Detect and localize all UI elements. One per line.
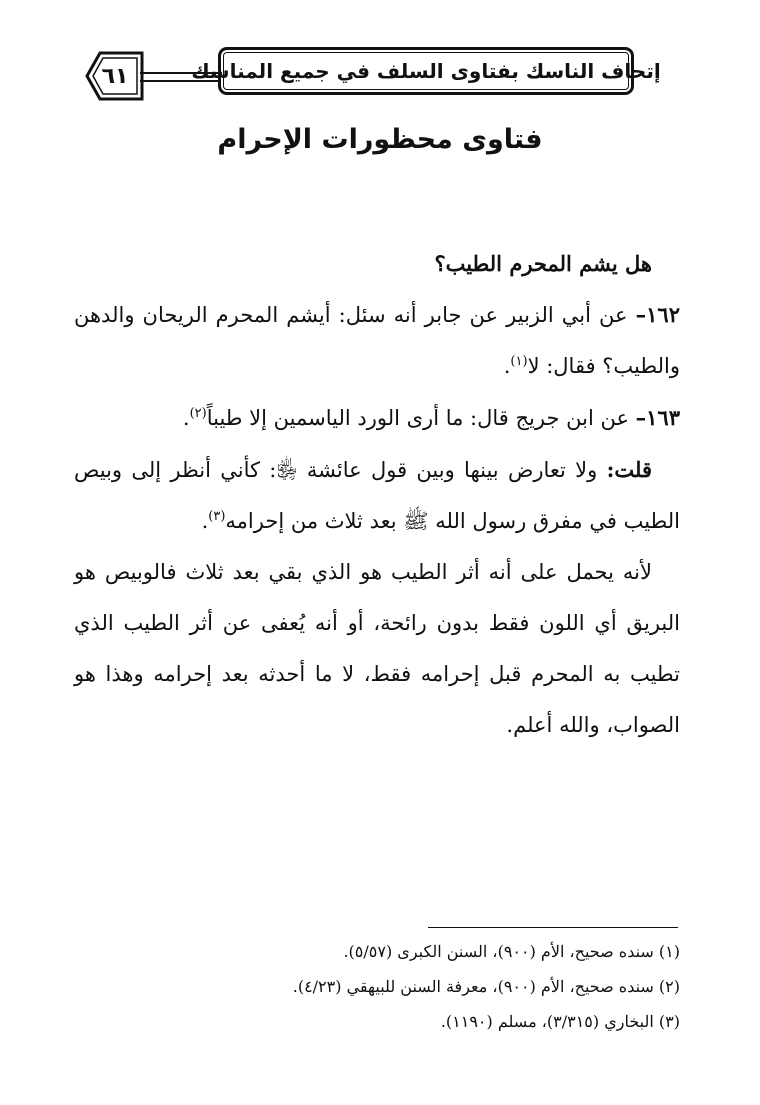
footnote-ref[interactable]: (١) — [510, 354, 528, 369]
footnote-ref[interactable]: (٣) — [208, 509, 226, 524]
item-163: ١٦٣– عن ابن جريج قال: ما أرى الورد الياسمين إلا طيباً$^{(٢)}$. — [182, 405, 680, 430]
page-number: ٦١ — [101, 63, 129, 89]
item-text: عن أبي الزبير عن جابر أنه سئل: أيشم المحرم الريحان والدهن والطيب؟ فقال: لا — [74, 303, 680, 378]
footnotes — [74, 934, 680, 1039]
footnote-divider — [428, 927, 678, 928]
footnote-3: (٣) البخاري (٣/٣١٥)، مسلم (١١٩٠). — [440, 1012, 680, 1031]
page-number-badge — [84, 50, 146, 102]
header-title-frame — [191, 47, 661, 95]
item-text: عن ابن جريج قال: ما أرى الورد الياسمين إلا طيباً — [206, 406, 636, 430]
footnote-1: (١) سنده صحيح، الأم (٩٠٠)، السنن الكبرى (٥/٥٧). — [343, 942, 680, 961]
footnote-ref[interactable]: (٢) — [189, 406, 207, 421]
item-number: ١٦٢– — [635, 302, 680, 327]
book-title: إتحاف الناسك بفتاوى السلف في جميع المناسك — [191, 59, 661, 83]
item-162: ١٦٢– عن أبي الزبير عن جابر أنه سئل: أيشم المحرم الريحان والدهن والطيب؟ فقال: لا$^{(١)}$. — [74, 302, 680, 378]
question-heading: هل يشم المحرم الطيب؟ — [434, 251, 652, 276]
chapter-title: فتاوى محظورات الإحرام — [217, 124, 543, 155]
main-text — [74, 238, 680, 751]
explanation-paragraph: لأنه يحمل على أنه أثر الطيب هو الذي بقي بعد ثلاث فالوبيص هو البريق أي اللون فقط بدون رائحة، أو أنه يُعفى عن أثر الطيب الذي تطيب به المحرم قبل إحرامه فقط، لا ما أحدثه بعد إحرامه وهذا هو الصواب، والله أعلم. — [74, 560, 680, 737]
item-number: ١٦٣– — [635, 405, 680, 430]
footnote-2: (٢) سنده صحيح، الأم (٩٠٠)، معرفة السنن للبيهقي (٤/٢٣). — [292, 977, 680, 996]
author-note: قلت: ولا تعارض بينها وبين قول عائشة ﵂: كأني أنظر إلى وبيص الطيب في مفرق رسول الله ﷺ بعد ثلاث من إحرامه$^{(٣)}$. — [74, 457, 680, 533]
note-text: ولا تعارض بينها وبين قول عائشة ﵂: كأني أنظر إلى وبيص الطيب في مفرق رسول الله ﷺ بعد ثلاث من إحرامه — [74, 458, 680, 533]
note-lead: قلت: — [606, 457, 652, 482]
